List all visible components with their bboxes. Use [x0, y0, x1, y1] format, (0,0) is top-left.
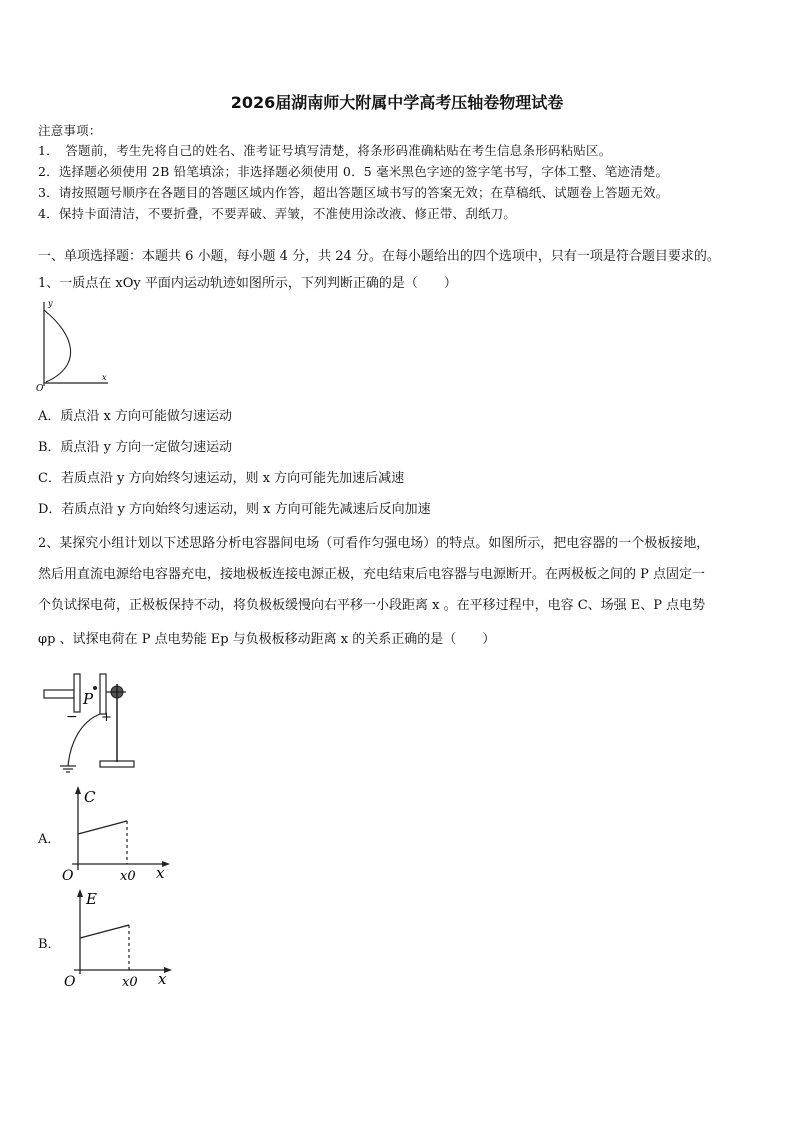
q2-a-origin-label: O — [62, 868, 74, 884]
q1-y-label: y — [48, 299, 53, 308]
q1-x-label: x — [102, 373, 107, 382]
q2-a-y-label: C — [84, 788, 96, 806]
q2-b-x0-label: x0 — [122, 975, 138, 988]
q1-option-b: B．质点沿 y 方向一定做匀速运动 — [38, 440, 233, 455]
q1-option-d: D．若质点沿 y 方向始终匀速运动，则 x 方向可能先减速后反向加速 — [38, 502, 431, 517]
q2-capacitor-apparatus — [40, 664, 140, 776]
q1-option-a: A．质点沿 x 方向可能做匀速运动 — [38, 409, 232, 424]
notice-heading: 注意事项： — [38, 123, 102, 138]
q2-minus-label: − — [66, 709, 78, 725]
section-heading: 一、单项选择题：本题共 6 小题，每小题 4 分，共 24 分。在每小题给出的四个选项中，只有一项是符合题目要求的。 — [38, 249, 720, 264]
notice-item-3: 3．请按照题号顺序在各题目的答题区域内作答，超出答题区域书写的答案无效；在草稿纸、试题卷上答题无效。 — [38, 185, 669, 200]
q2-line-1: 2、某探究小组计划以下述思路分析电容器间电场（可看作匀强电场）的特点。如图所示，把电容器的一个极板接地， — [38, 536, 710, 551]
q2-b-y-label: E — [86, 890, 97, 908]
q2-line-4: φp 、试探电荷在 P 点电势能 Ep 与负极板移动距离 x 的关系正确的是（ ） — [38, 632, 496, 647]
q1-origin-label: O — [36, 384, 44, 392]
q2-option-a-letter: A． — [38, 832, 61, 847]
notice-item-1: 1． 答题前，考生先将自己的姓名、准考证号填写清楚，将条形码准确粘贴在考生信息条形码粘贴区。 — [38, 143, 612, 158]
q2-point-p-label: P — [83, 690, 94, 708]
notice-item-2: 2．选择题必须使用 2B 铅笔填涂；非选择题必须使用 0．5 毫米黑色字迹的签字笔书写，字体工整、笔迹清楚。 — [38, 164, 669, 179]
q2-option-b-graph — [58, 886, 178, 988]
q2-b-x-label: x — [158, 970, 167, 988]
page-title: 2026届湖南师大附属中学高考压轴卷物理试卷 — [230, 93, 564, 112]
q2-b-origin-label: O — [64, 974, 76, 988]
q2-option-a-graph — [58, 784, 178, 884]
notice-item-4: 4．保持卡面清洁，不要折叠，不要弄破、弄皱，不准使用涂改液、修正带、刮纸刀。 — [38, 206, 517, 221]
q2-option-b-letter: B． — [38, 937, 61, 952]
q2-a-x0-label: x0 — [120, 869, 136, 884]
q2-line-2: 然后用直流电源给电容器充电，接地极板连接电源正极，充电结束后电容器与电源断开。在两极板之间的 P 点固定一 — [38, 567, 706, 582]
q1-trajectory-graph — [36, 296, 116, 392]
q1-option-c: C．若质点沿 y 方向始终匀速运动，则 x 方向可能先加速后减速 — [38, 471, 405, 486]
q2-line-3: 个负试探电荷，正极板保持不动，将负极板缓慢向右平移一小段距离 x 。在平移过程中，电容 C、场强 E、P 点电势 — [38, 598, 706, 613]
q2-a-x-label: x — [156, 864, 165, 882]
q2-plus-label: + — [101, 710, 112, 725]
q1-stem: 1、一质点在 xOy 平面内运动轨迹如图所示，下列判断正确的是（ ） — [38, 276, 457, 291]
